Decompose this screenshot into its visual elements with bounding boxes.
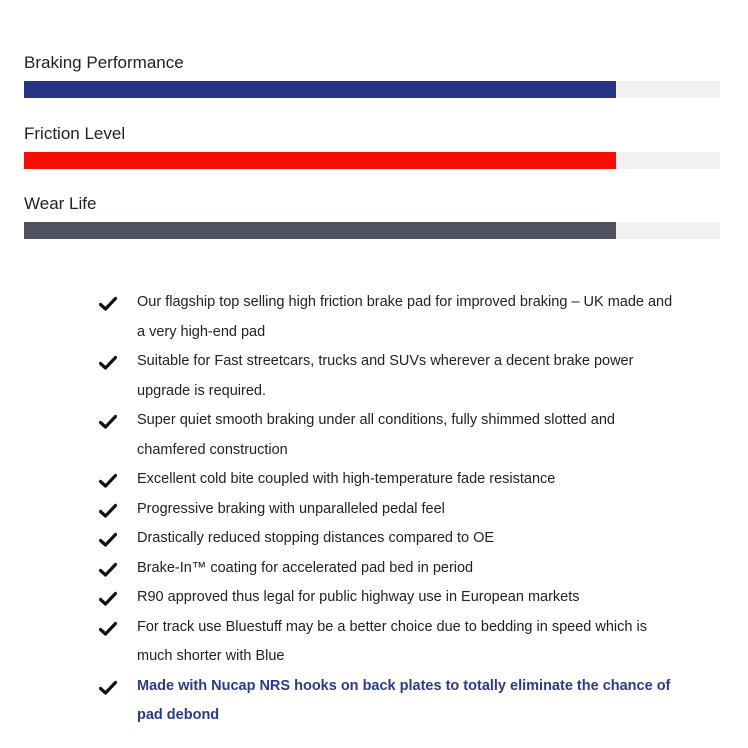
rating-label: Friction Level [24, 124, 126, 143]
feature-item [96, 524, 676, 554]
feature-text: Brake-In™ coating for accelerated pad bed in period [137, 559, 474, 576]
feature-item [96, 613, 676, 672]
rating-bar-track [24, 222, 720, 239]
feature-text: Progressive braking with unparalleled pedal feel [137, 500, 445, 517]
feature-text: Made with Nucap NRS hooks on back plates to totally eliminate the chance of pad debond [137, 677, 671, 723]
feature-item [96, 347, 676, 406]
rating-wear-life [24, 194, 720, 239]
feature-item [96, 583, 676, 613]
feature-text: Our flagship top selling high friction brake pad for improved braking – UK made and a very high-end pad [137, 294, 673, 340]
rating-label: Braking Performance [24, 53, 184, 72]
feature-text: Super quiet smooth braking under all conditions, fully shimmed slotted and chamfered construction [137, 412, 615, 458]
rating-friction-level [24, 124, 720, 169]
check-icon [99, 471, 117, 487]
rating-label: Wear Life [24, 194, 97, 213]
feature-item [96, 495, 676, 525]
check-icon [99, 678, 117, 694]
check-icon [99, 589, 117, 605]
feature-item [96, 406, 676, 465]
check-icon [99, 412, 117, 428]
rating-bar-track [24, 152, 720, 169]
check-icon [99, 619, 117, 635]
feature-text: For track use Bluestuff may be a better choice due to bedding in speed which is much shorter with Blue [137, 618, 647, 664]
rating-bar-fill [24, 81, 616, 98]
check-icon [99, 501, 117, 517]
check-icon [99, 530, 117, 546]
check-icon [99, 353, 117, 369]
feature-item [96, 288, 676, 347]
rating-bar-fill [24, 222, 616, 239]
check-icon [99, 294, 117, 310]
rating-bar-fill [24, 152, 616, 169]
feature-item-highlight [96, 672, 676, 731]
feature-item [96, 554, 676, 584]
feature-text: Drastically reduced stopping distances compared to OE [137, 530, 495, 546]
rating-bar-track [24, 81, 720, 98]
feature-text: R90 approved thus legal for public highway use in European markets [137, 589, 580, 605]
feature-text: Excellent cold bite coupled with high-temperature fade resistance [137, 471, 556, 487]
feature-item [96, 465, 676, 495]
check-icon [99, 560, 117, 576]
rating-braking-performance [24, 53, 720, 98]
feature-text: Suitable for Fast streetcars, trucks and SUVs wherever a decent brake power upgrade is required. [137, 353, 634, 399]
feature-list [96, 288, 676, 731]
